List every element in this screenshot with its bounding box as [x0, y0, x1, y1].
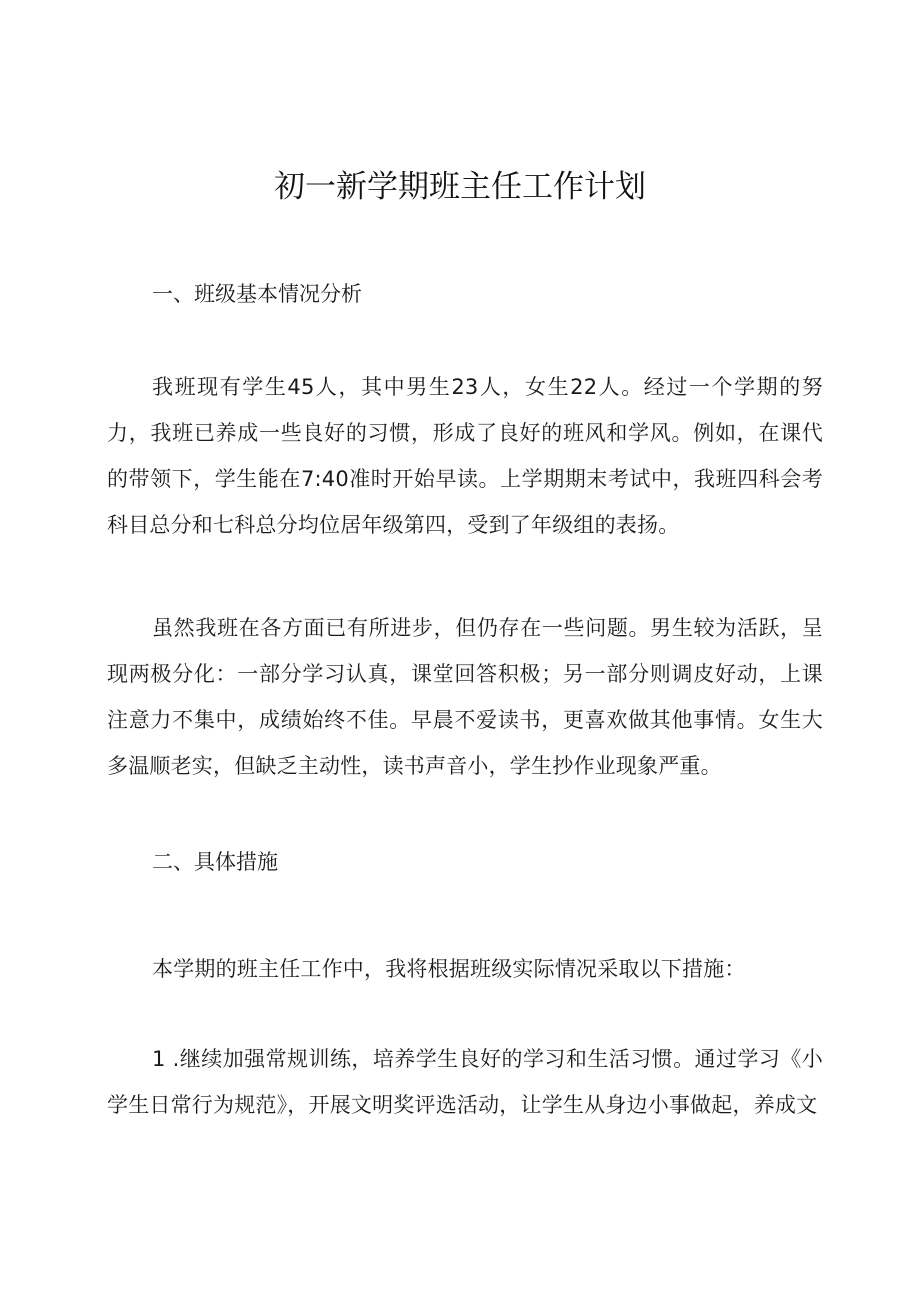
paragraph-measure-item-1: 1 .继续加强常规训练，培养学生良好的学习和生活习惯。通过学习《小学生日常行为规范》，开展文明奖评选活动，让学生从身边小事做起，养成文: [107, 1047, 823, 1117]
paragraph-class-problems: 虽然我班在各方面已有所进步，但仍存在一些问题。男生较为活跃，呈现两极分化：一部分学习认真，课堂回答积极；另一部分则调皮好动，上课注意力不集中，成绩始终不佳。早晨不爱读书，更喜欢做其他事情。女生大多温顺老实，但缺乏主动性，读书声音小，学生抄作业现象严重。: [107, 616, 823, 778]
paragraph-class-overview: 我班现有学生45人，其中男生23人，女生22人。经过一个学期的努力，我班已养成一些良好的习惯，形成了良好的班风和学风。例如，在课代的带领下，学生能在7:40准时开始早读。上学期期末考试中，我班四科会考科目总分和七科总分均位居年级第四，受到了年级组的表扬。: [107, 375, 823, 537]
paragraph-measures-intro: 本学期的班主任工作中，我将根据班级实际情况采取以下措施：: [152, 957, 746, 981]
section-heading-measures: 二、具体措施: [152, 850, 278, 874]
section-heading-basic-situation: 一、班级基本情况分析: [152, 282, 362, 306]
document-title: 初一新学期班主任工作计划: [274, 169, 646, 205]
